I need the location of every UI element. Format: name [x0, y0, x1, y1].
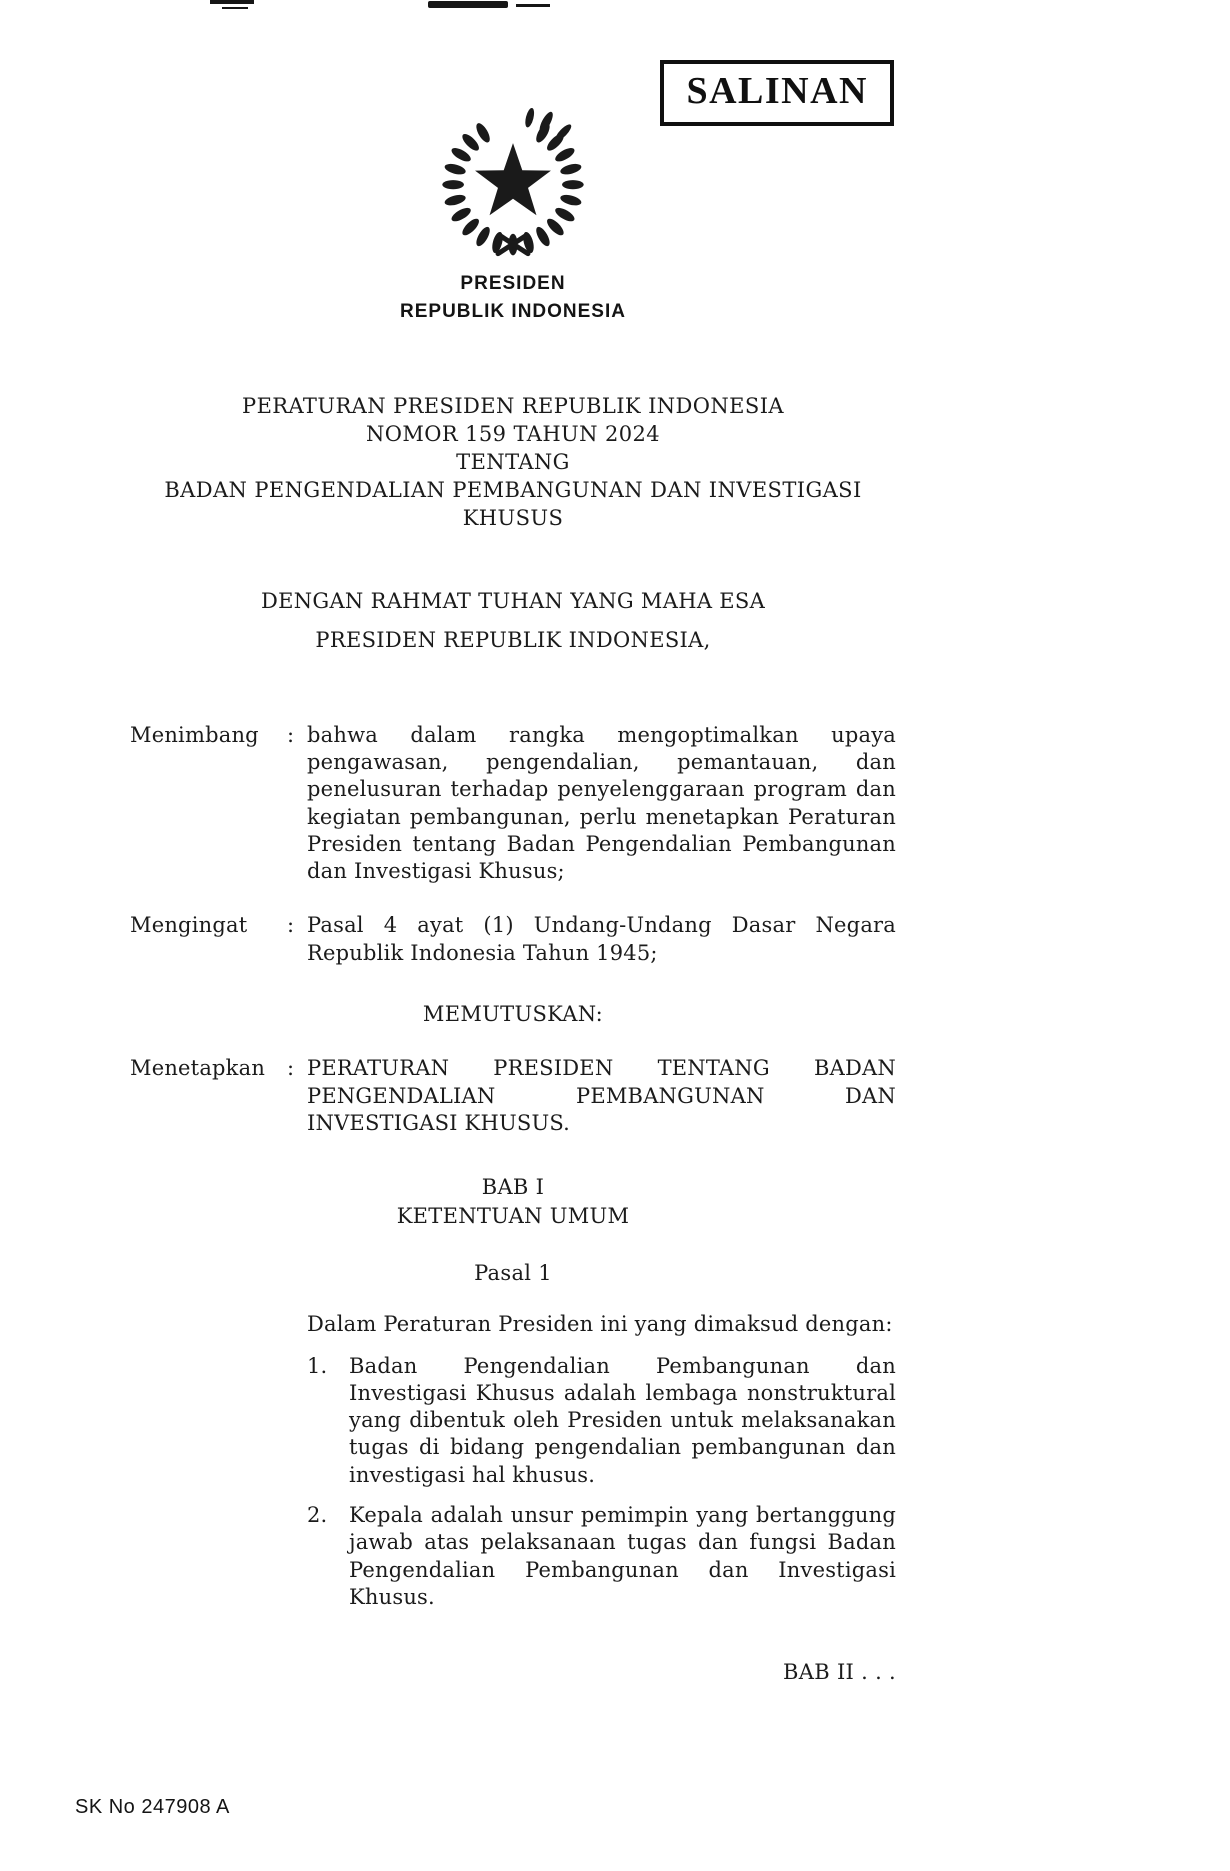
mengingat-section — [130, 912, 896, 967]
regulation-title — [130, 393, 896, 533]
pasal1-intro: Dalam Peraturan Presiden ini yang dimaksud dengan: — [307, 1312, 893, 1337]
document-content — [130, 0, 896, 1687]
item-number: 2. — [307, 1503, 328, 1528]
bab1-number: BAB I — [481, 1175, 545, 1200]
preamble-line-2: PRESIDEN REPUBLIK INDONESIA, — [315, 627, 711, 652]
menetapkan-section — [130, 1055, 896, 1137]
salinan-stamp — [660, 60, 894, 126]
menetapkan-text: PERATURAN PRESIDEN TENTANG BADAN PENGENDALIAN PEMBANGUNAN DAN INVESTIGASI KHUSUS. — [307, 1056, 896, 1135]
colon: : — [287, 913, 295, 938]
letterhead-presiden: PRESIDEN — [460, 273, 566, 294]
colon: : — [287, 1056, 295, 1081]
colon: : — [287, 722, 295, 747]
menetapkan-label: Menetapkan — [130, 1056, 266, 1081]
mengingat-text: Pasal 4 ayat (1) Undang-Undang Dasar Negara Republik Indonesia Tahun 1945; — [307, 913, 896, 965]
pasal1-body — [307, 1311, 896, 1611]
item-number: 1. — [307, 1353, 328, 1378]
bab1-heading — [130, 1173, 896, 1230]
item-text: Badan Pengendalian Pembangunan dan Investigasi Khusus adalah lembaga nonstruktural yang dibentuk oleh Presiden untuk melaksanakan tugas di bidang pengendalian pembangunan dan investigasi hal khusus. — [349, 1353, 896, 1487]
item-text: Kepala adalah unsur pemimpin yang bertanggung jawab atas pelaksanaan tugas dan fungsi Badan Pengendalian Pembangunan dan Investigasi Khusus. — [349, 1503, 896, 1609]
menimbang-text: bahwa dalam rangka mengoptimalkan upaya pengawasan, pengendalian, pemantauan, dan penelusuran terhadap penyelenggaraan program dan kegiatan pembangunan, perlu menetapkan Peraturan Presiden tentang Badan Pengendalian Pembangunan dan Investigasi Khusus; — [307, 722, 896, 884]
pasal1-heading: Pasal 1 — [474, 1260, 552, 1285]
menimbang-label: Menimbang — [130, 722, 259, 747]
mengingat-label: Mengingat — [130, 913, 248, 938]
salinan-stamp-label: SALINAN — [686, 70, 868, 112]
title-line-4: BADAN PENGENDALIAN PEMBANGUNAN DAN INVESTIGASI KHUSUS — [164, 477, 862, 530]
definition-item — [307, 1353, 896, 1489]
memutuskan-heading: MEMUTUSKAN: — [422, 1002, 604, 1027]
letterhead — [130, 270, 896, 325]
body-sections — [130, 722, 896, 1687]
presidential-emblem-icon — [423, 104, 603, 262]
preamble — [130, 589, 896, 652]
title-line-2: NOMOR 159 TAHUN 2024 — [365, 422, 661, 447]
menimbang-section — [130, 722, 896, 886]
bab1-title: KETENTUAN UMUM — [396, 1203, 630, 1228]
title-line-3: TENTANG — [456, 449, 570, 474]
page-continuation-marker: BAB II . . . — [783, 1660, 896, 1685]
preamble-line-1: DENGAN RAHMAT TUHAN YANG MAHA ESA — [260, 588, 766, 613]
letterhead-republik-indonesia: REPUBLIK INDONESIA — [400, 300, 626, 322]
document-header — [130, 0, 896, 325]
title-line-1: PERATURAN PRESIDEN REPUBLIK INDONESIA — [242, 394, 784, 419]
definition-item — [307, 1502, 896, 1611]
document-code: SK No 247908 A — [75, 1796, 230, 1818]
